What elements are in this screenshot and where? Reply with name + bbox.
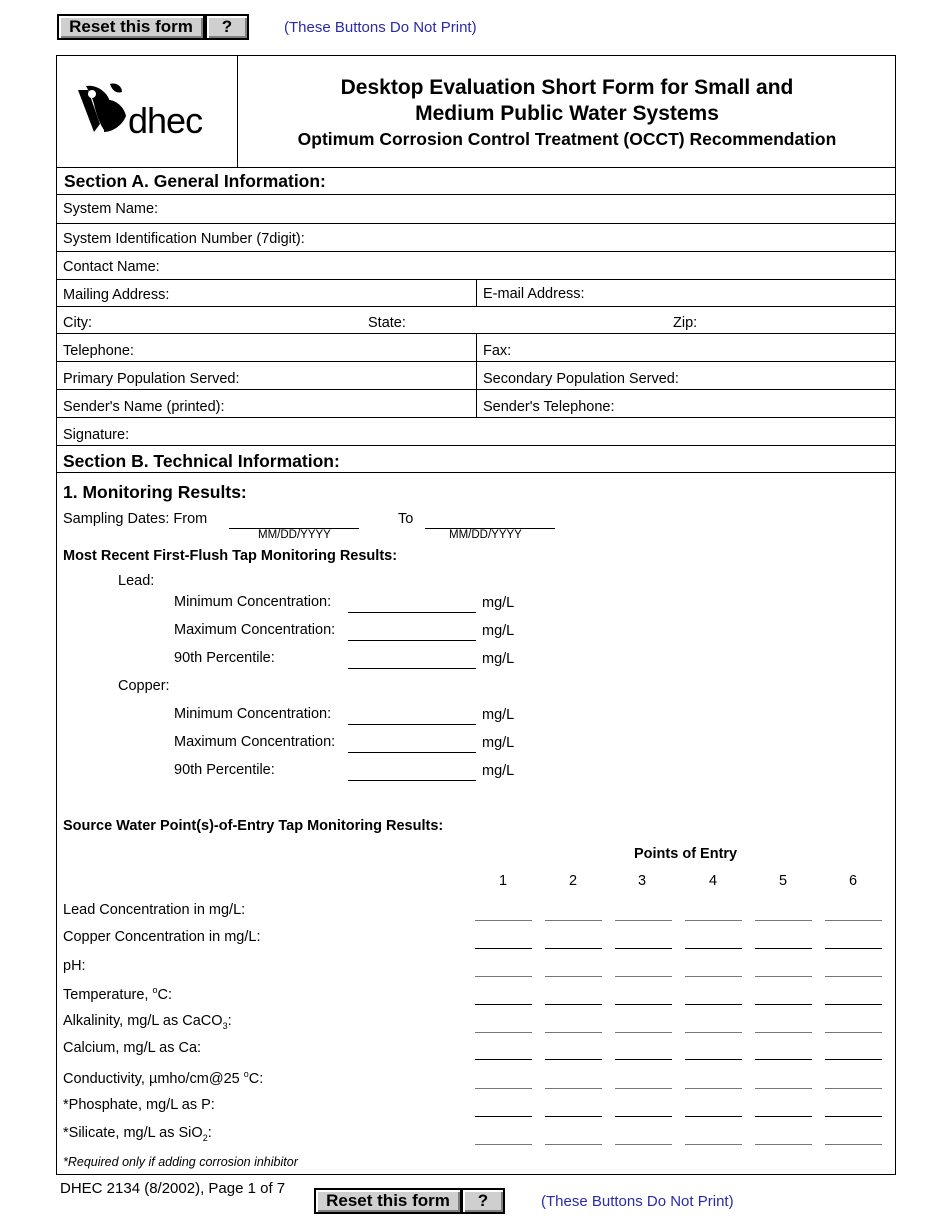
city-field[interactable]: City: <box>63 315 92 331</box>
poe-input-field[interactable] <box>545 1088 602 1089</box>
poe-input-field[interactable] <box>475 1144 532 1145</box>
poe-input-field[interactable] <box>475 1088 532 1089</box>
poe-input-field[interactable] <box>825 1004 882 1005</box>
poe-input-field[interactable] <box>475 1116 532 1117</box>
email-field[interactable]: E-mail Address: <box>483 286 585 302</box>
poe-input-field[interactable] <box>475 1059 532 1060</box>
poe-input-field[interactable] <box>615 920 672 921</box>
mailing-address-field[interactable]: Mailing Address: <box>63 287 170 303</box>
copper-label: Copper: <box>118 678 170 694</box>
poe-input-field[interactable] <box>475 1032 532 1033</box>
sampling-from-label: Sampling Dates: From <box>63 511 208 527</box>
poe-input-field[interactable] <box>545 1004 602 1005</box>
dhec-logo <box>74 80 224 140</box>
row-label-phosphate: *Phosphate, mg/L as P: <box>63 1097 215 1113</box>
copper-min-input[interactable] <box>348 724 476 725</box>
lead-min-label: Minimum Concentration: <box>174 594 332 610</box>
unit-label: mg/L <box>482 707 515 723</box>
poe-input-field[interactable] <box>755 948 812 949</box>
lead-max-label: Maximum Concentration: <box>174 622 336 638</box>
unit-label: mg/L <box>482 595 515 611</box>
unit-label: mg/L <box>482 763 515 779</box>
page-title <box>238 75 896 127</box>
title-line-1: Desktop Evaluation Short Form for Small and <box>340 76 794 99</box>
poe-input-field[interactable] <box>755 1088 812 1089</box>
poe-input-field[interactable] <box>755 1032 812 1033</box>
help-button-bottom[interactable]: ? <box>461 1188 505 1214</box>
row-label-silicate: *Silicate, mg/L as SiO$_2$: <box>63 1125 212 1143</box>
telephone-field[interactable]: Telephone: <box>63 343 134 359</box>
poe-input-field[interactable] <box>475 948 532 949</box>
help-button[interactable]: ? <box>205 14 249 40</box>
copper-min-label: Minimum Concentration: <box>174 706 332 722</box>
lead-90th-input[interactable] <box>348 668 476 669</box>
buttons-do-not-print-note-bottom: (These Buttons Do Not Print) <box>541 1193 734 1210</box>
monitoring-results-title: 1. Monitoring Results: <box>63 482 247 502</box>
sender-telephone-field[interactable]: Sender's Telephone: <box>483 399 615 415</box>
poe-input-field[interactable] <box>755 920 812 921</box>
reset-form-button-bottom[interactable]: Reset this form <box>314 1188 462 1214</box>
system-id-field[interactable]: System Identification Number (7digit): <box>63 231 305 247</box>
unit-label: mg/L <box>482 623 515 639</box>
copper-max-label: Maximum Concentration: <box>174 734 336 750</box>
poe-input-field[interactable] <box>825 976 882 977</box>
poe-input-field[interactable] <box>545 1144 602 1145</box>
unit-label: mg/L <box>482 735 515 751</box>
section-b-title: Section B. Technical Information: <box>63 451 340 471</box>
primary-population-field[interactable]: Primary Population Served: <box>63 371 240 387</box>
poe-input-field[interactable] <box>825 1116 882 1117</box>
poe-input-field[interactable] <box>755 976 812 977</box>
lead-label: Lead: <box>118 573 155 589</box>
poe-input-field[interactable] <box>545 1059 602 1060</box>
poe-input-field[interactable] <box>615 1144 672 1145</box>
poe-input-field[interactable] <box>685 920 742 921</box>
title-line-2: Medium Public Water Systems <box>415 102 719 125</box>
poe-input-field[interactable] <box>545 1032 602 1033</box>
from-date-hint: MM/DD/YYYY <box>258 529 331 541</box>
poe-input-field[interactable] <box>615 1088 672 1089</box>
poe-input-field[interactable] <box>685 948 742 949</box>
row-label-copper: Copper Concentration in mg/L: <box>63 929 261 945</box>
lead-90th-label: 90th Percentile: <box>174 650 275 666</box>
system-name-field[interactable]: System Name: <box>63 201 159 217</box>
footnote: *Required only if adding corrosion inhibitor <box>63 1155 298 1169</box>
unit-label: mg/L <box>482 651 515 667</box>
state-field[interactable]: State: <box>368 315 406 331</box>
copper-90th-input[interactable] <box>348 780 476 781</box>
poe-input-field[interactable] <box>685 1004 742 1005</box>
poe-input-field[interactable] <box>545 1116 602 1117</box>
sampling-to-label: To <box>398 511 414 527</box>
poe-input-field[interactable] <box>545 920 602 921</box>
poe-input-field[interactable] <box>825 1032 882 1033</box>
section-a-title: Section A. General Information: <box>64 171 326 191</box>
points-of-entry-title: Points of Entry <box>634 846 738 862</box>
reset-form-button[interactable]: Reset this form <box>57 14 205 40</box>
poe-input-field[interactable] <box>475 920 532 921</box>
poe-input-field[interactable] <box>615 976 672 977</box>
poe-input-field[interactable] <box>685 976 742 977</box>
poe-column-header: 4 <box>708 873 718 889</box>
poe-column-header: 6 <box>848 873 858 889</box>
poe-input-field[interactable] <box>755 1144 812 1145</box>
sender-name-field[interactable]: Sender's Name (printed): <box>63 399 225 415</box>
row-label-calcium: Calcium, mg/L as Ca: <box>63 1040 202 1056</box>
poe-input-field[interactable] <box>825 1144 882 1145</box>
poe-column-header: 1 <box>498 873 508 889</box>
copper-max-input[interactable] <box>348 752 476 753</box>
to-date-hint: MM/DD/YYYY <box>449 529 522 541</box>
copper-90th-label: 90th Percentile: <box>174 762 275 778</box>
poe-input-field[interactable] <box>755 1004 812 1005</box>
poe-column-header: 2 <box>568 873 578 889</box>
poe-input-field[interactable] <box>825 920 882 921</box>
poe-input-field[interactable] <box>755 1116 812 1117</box>
poe-input-field[interactable] <box>615 948 672 949</box>
poe-input-field[interactable] <box>685 1116 742 1117</box>
poe-input-field[interactable] <box>615 1116 672 1117</box>
logo-text: dhec <box>128 100 203 141</box>
fax-field[interactable]: Fax: <box>483 343 512 359</box>
row-label-lead: Lead Concentration in mg/L: <box>63 902 246 918</box>
lead-min-input[interactable] <box>348 612 476 613</box>
source-water-title: Source Water Point(s)-of-Entry Tap Monitoring Results: <box>63 818 444 834</box>
poe-input-field[interactable] <box>685 1032 742 1033</box>
poe-column-header: 5 <box>778 873 788 889</box>
page-subtitle: Optimum Corrosion Control Treatment (OCCT) Recommendation <box>297 129 837 149</box>
poe-input-field[interactable] <box>545 976 602 977</box>
row-label-alkalinity: Alkalinity, mg/L as CaCO$_3$: <box>63 1013 232 1031</box>
row-label-conductivity: Conductivity, µmho/cm@25 $^o$C: <box>63 1069 264 1087</box>
poe-input-field[interactable] <box>825 948 882 949</box>
poe-input-field[interactable] <box>755 1059 812 1060</box>
first-flush-title: Most Recent First-Flush Tap Monitoring Results: <box>63 548 398 564</box>
buttons-do-not-print-note: (These Buttons Do Not Print) <box>284 19 477 36</box>
row-label-ph: pH: <box>63 958 86 974</box>
poe-input-field[interactable] <box>825 1088 882 1089</box>
poe-input-field[interactable] <box>475 976 532 977</box>
poe-input-field[interactable] <box>545 948 602 949</box>
poe-input-field[interactable] <box>685 1144 742 1145</box>
zip-field[interactable]: Zip: <box>673 315 698 331</box>
form-id: DHEC 2134 (8/2002), Page 1 of 7 <box>60 1180 286 1197</box>
signature-field[interactable]: Signature: <box>63 427 130 443</box>
row-label-temperature: Temperature, $^o$C: <box>63 985 172 1003</box>
contact-name-field[interactable]: Contact Name: <box>63 259 160 275</box>
secondary-population-field[interactable]: Secondary Population Served: <box>483 371 679 387</box>
poe-input-field[interactable] <box>685 1088 742 1089</box>
poe-input-field[interactable] <box>615 1032 672 1033</box>
poe-input-field[interactable] <box>685 1059 742 1060</box>
poe-input-field[interactable] <box>475 1004 532 1005</box>
poe-column-header: 3 <box>637 873 647 889</box>
poe-input-field[interactable] <box>825 1059 882 1060</box>
lead-max-input[interactable] <box>348 640 476 641</box>
poe-input-field[interactable] <box>615 1059 672 1060</box>
poe-input-field[interactable] <box>615 1004 672 1005</box>
